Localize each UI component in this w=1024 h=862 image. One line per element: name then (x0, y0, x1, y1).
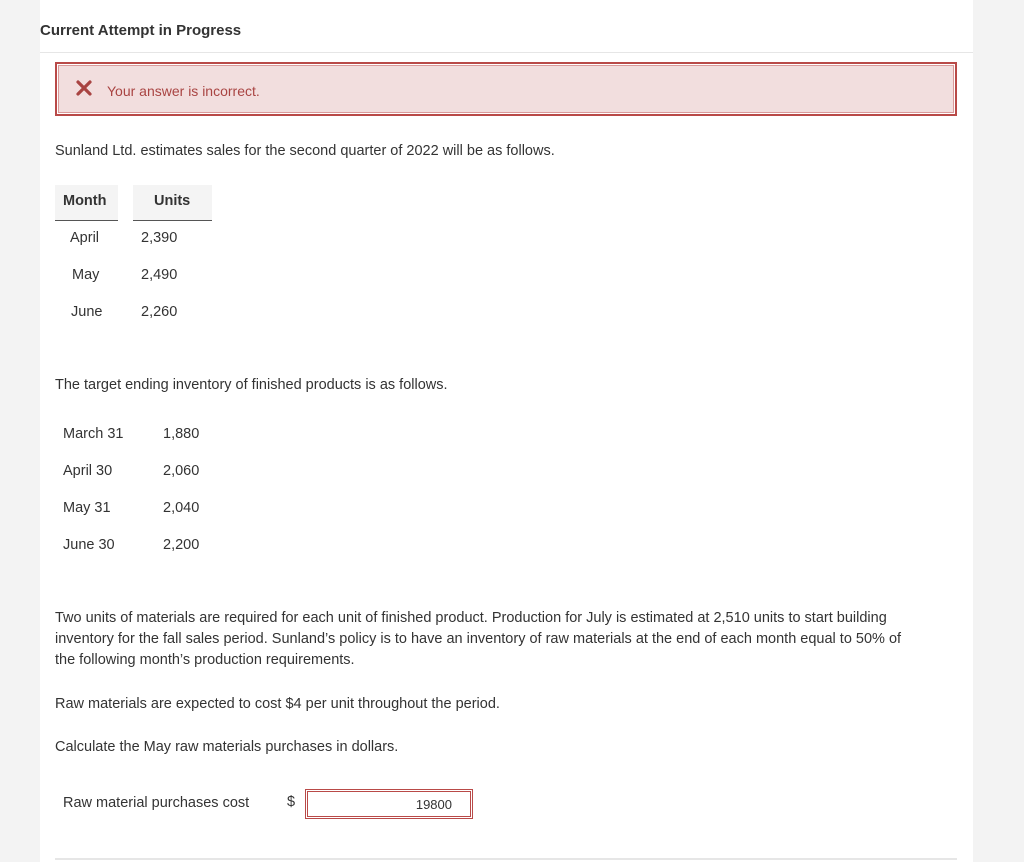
intro-text: Sunland Ltd. estimates sales for the second quarter of 2022 will be as follows. (55, 143, 555, 159)
inventory-value: 1,880 (163, 426, 200, 442)
cost-text: Raw materials are expected to cost $4 per unit throughout the period. (55, 696, 500, 712)
inventory-date: June 30 (63, 537, 115, 553)
inventory-value: 2,200 (163, 537, 200, 553)
incorrect-alert (55, 62, 957, 116)
units-header: Units (154, 193, 191, 209)
sales-month: April (70, 230, 100, 246)
inventory-intro-text: The target ending inventory of finished products is as follows. (55, 377, 448, 393)
answer-label: Raw material purchases cost (63, 795, 250, 811)
sales-month: June (71, 304, 103, 320)
divider (55, 858, 957, 860)
alert-message: Your answer is incorrect. (107, 83, 260, 99)
sales-units: 2,490 (141, 267, 178, 283)
answer-input[interactable] (296, 790, 462, 818)
sales-month: May (72, 267, 100, 283)
answer-field-wrapper (305, 789, 473, 819)
month-header: Month (63, 193, 107, 209)
sales-units: 2,390 (141, 230, 178, 246)
inventory-date: May 31 (63, 500, 111, 516)
inventory-value: 2,060 (163, 463, 200, 479)
inventory-value: 2,040 (163, 500, 200, 516)
page-title: Current Attempt in Progress (40, 22, 242, 39)
question-panel (40, 0, 973, 862)
materials-line-2: inventory for the fall sales period. Sunland’s policy is to have an inventory of raw materials at the end of each month equal to 50% of (55, 631, 902, 647)
x-icon (75, 79, 93, 97)
question-text: Calculate the May raw materials purchases in dollars. (55, 739, 399, 755)
materials-line-3: the following month’s production requirements. (55, 652, 355, 668)
materials-line-1: Two units of materials are required for each unit of finished product. Production for July is estimated at 2,510 units to start building (55, 610, 887, 626)
inventory-date: March 31 (63, 426, 124, 442)
currency-symbol: $ (287, 794, 296, 810)
inventory-date: April 30 (63, 463, 113, 479)
sales-units: 2,260 (141, 304, 178, 320)
divider (40, 52, 973, 53)
